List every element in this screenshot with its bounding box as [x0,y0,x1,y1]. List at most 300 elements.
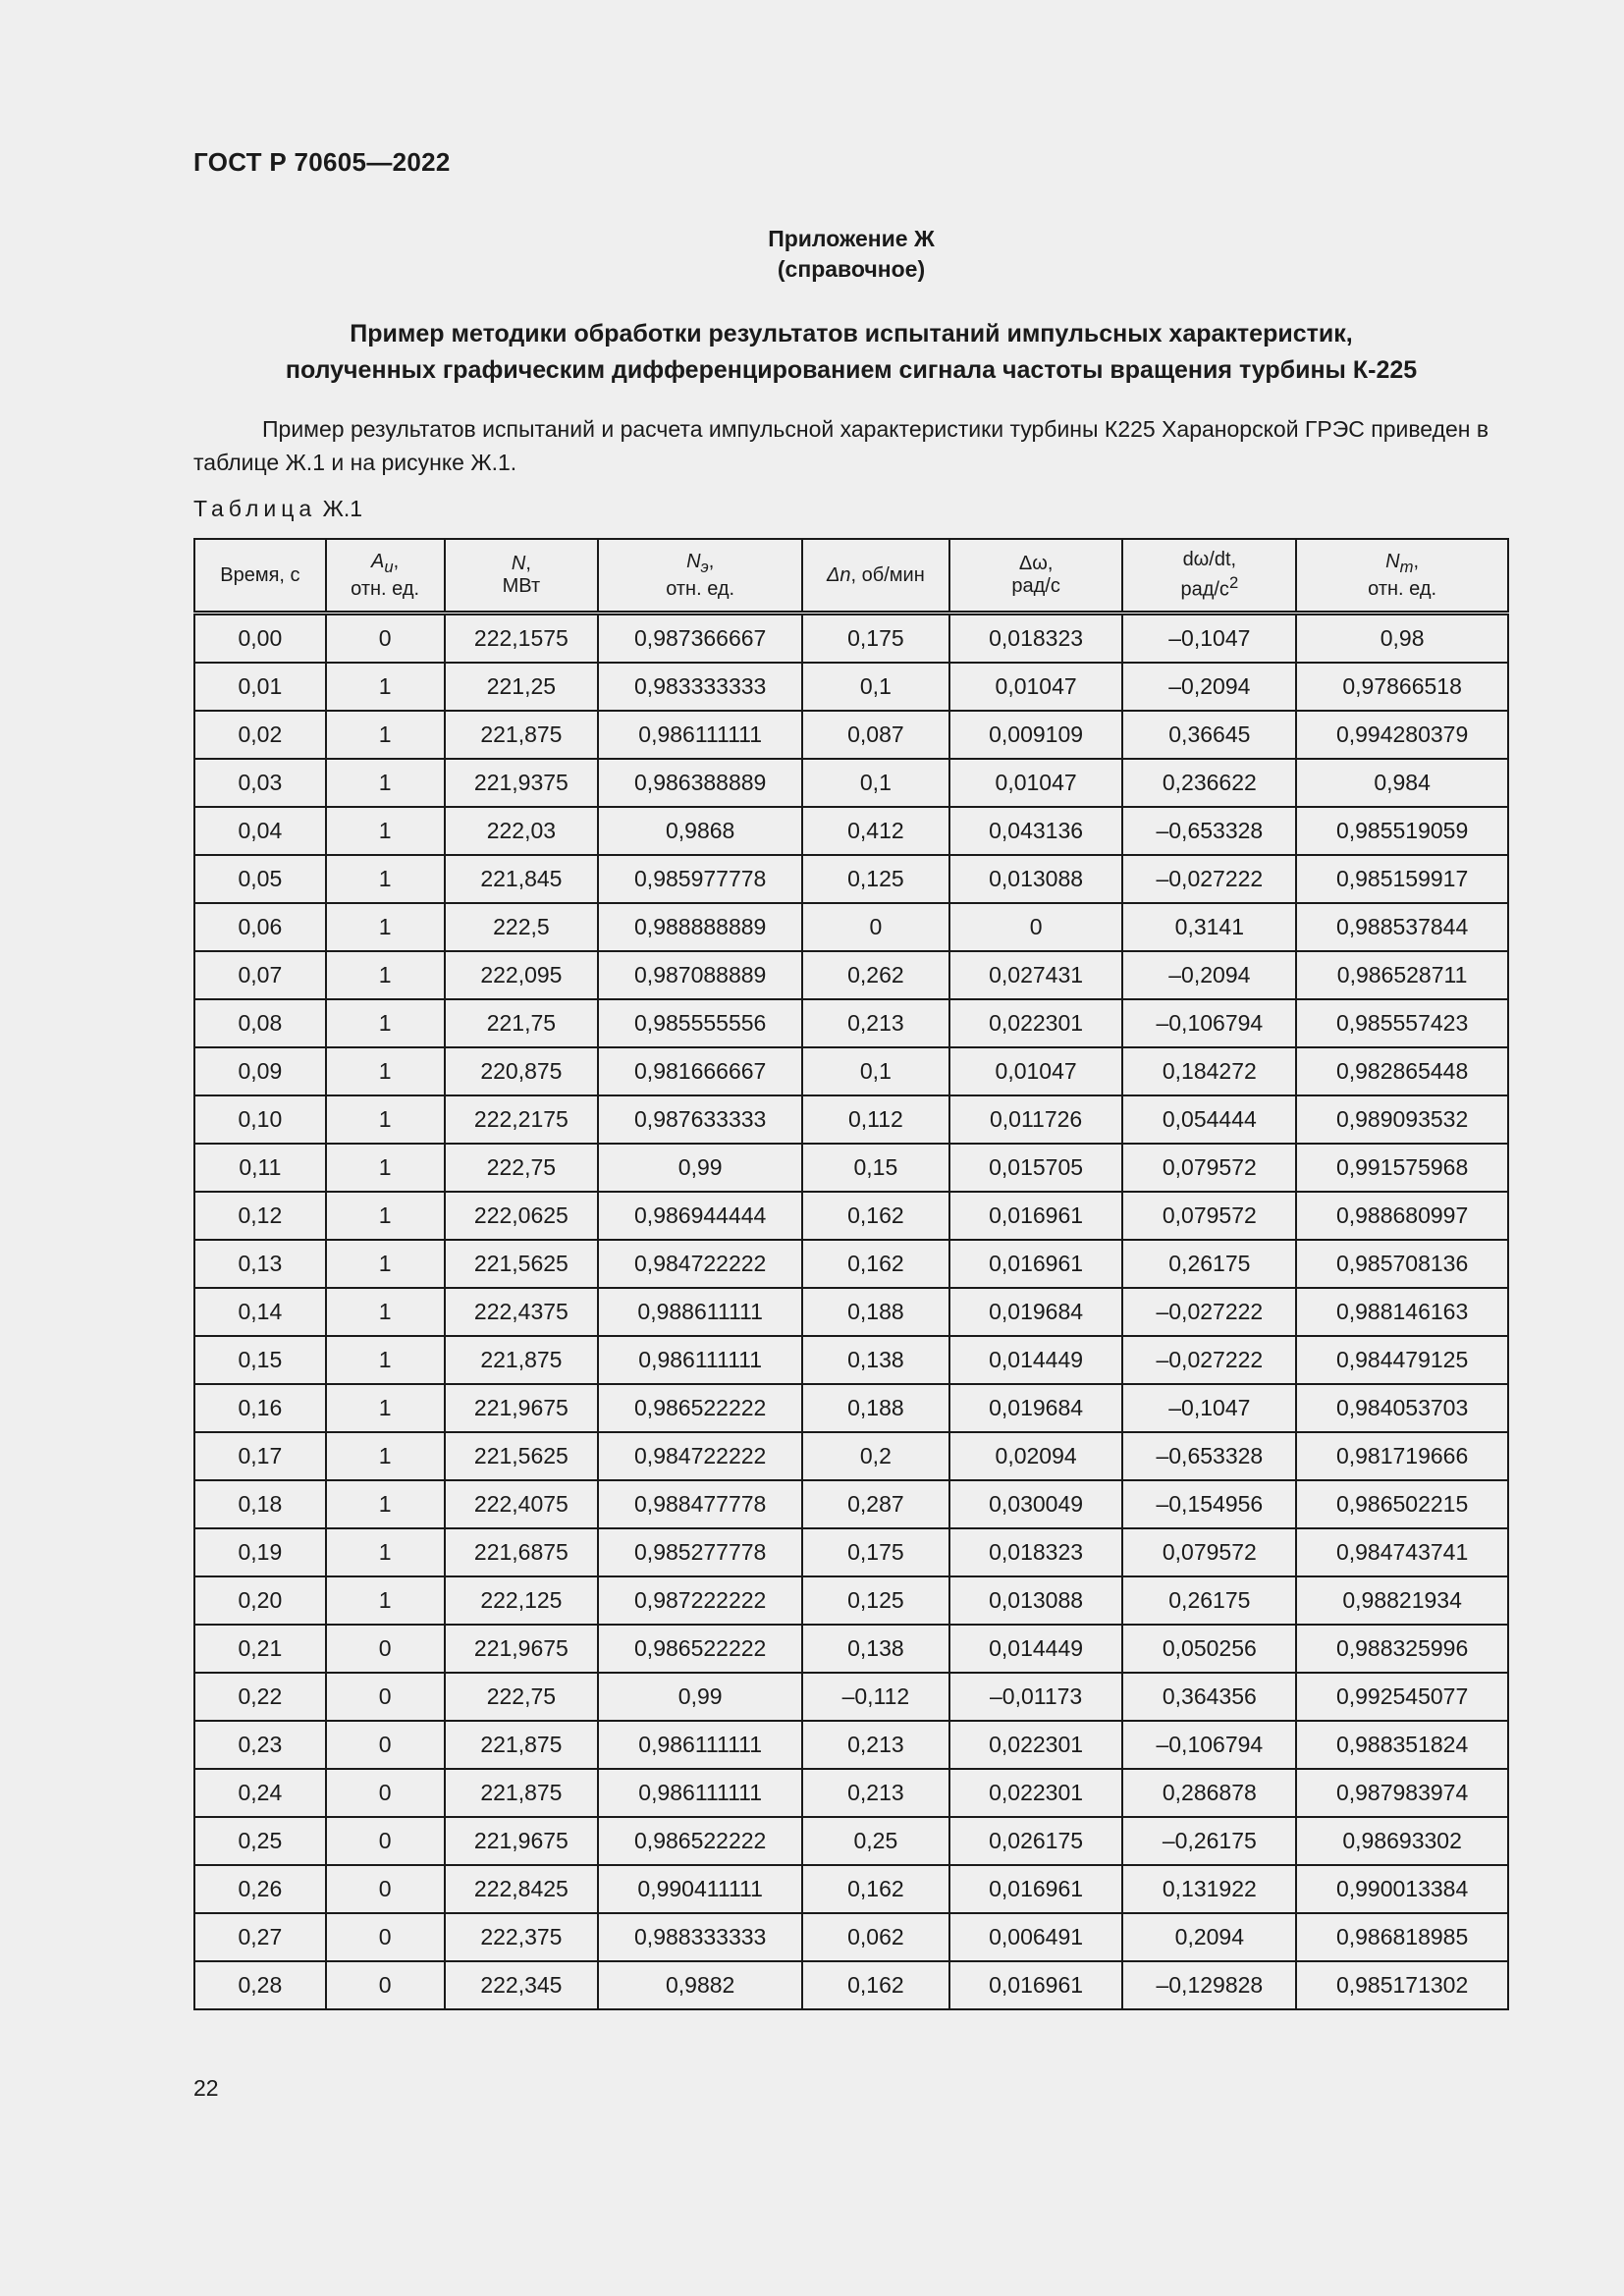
cell-dw: 0,027431 [949,951,1123,999]
cell-n: 220,875 [445,1047,599,1095]
table-row [194,1817,1508,1865]
cell-dw: 0,014449 [949,1625,1123,1673]
cell-dw: 0,018323 [949,614,1123,664]
cell-n: 221,75 [445,999,599,1047]
cell-ne: 0,986522222 [598,1384,802,1432]
cell-n: 221,875 [445,1769,599,1817]
cell-dw: 0,02094 [949,1432,1123,1480]
cell-dn: 0,2 [802,1432,949,1480]
cell-dwdt: –0,106794 [1122,1721,1296,1769]
cell-nt: 0,988680997 [1296,1192,1508,1240]
cell-ne: 0,986111111 [598,1336,802,1384]
cell-dwdt: –0,027222 [1122,1288,1296,1336]
cell-dn: 0,162 [802,1192,949,1240]
cell-nt: 0,984479125 [1296,1336,1508,1384]
cell-time: 0,15 [194,1336,326,1384]
intro-paragraph [193,412,1509,479]
cell-nt: 0,985557423 [1296,999,1508,1047]
cell-time: 0,05 [194,855,326,903]
cell-dwdt: 0,131922 [1122,1865,1296,1913]
cell-dwdt: 0,286878 [1122,1769,1296,1817]
cell-a: 0 [326,614,445,664]
cell-a: 1 [326,807,445,855]
cell-dn: 0,188 [802,1384,949,1432]
cell-time: 0,14 [194,1288,326,1336]
cell-dn: 0,162 [802,1961,949,2009]
table-caption [193,496,362,522]
cell-dwdt: 0,184272 [1122,1047,1296,1095]
cell-a: 0 [326,1817,445,1865]
header-a: $A_и$, отн. ед. [326,539,445,614]
cell-dn: 0,1 [802,663,949,711]
cell-dwdt: 0,236622 [1122,759,1296,807]
cell-n: 222,125 [445,1576,599,1625]
header-dwdt-power: 2 [1228,573,1239,593]
cell-ne: 0,985555556 [598,999,802,1047]
cell-time: 0,26 [194,1865,326,1913]
cell-time: 0,16 [194,1384,326,1432]
cell-dwdt: 0,2094 [1122,1913,1296,1961]
cell-a: 1 [326,1288,445,1336]
table-header-row [194,539,1508,614]
cell-a: 0 [326,1625,445,1673]
cell-n: 222,03 [445,807,599,855]
cell-nt: 0,988351824 [1296,1721,1508,1769]
cell-a: 1 [326,1576,445,1625]
cell-n: 221,5625 [445,1432,599,1480]
header-nt-symbol: N [1385,550,1400,572]
cell-ne: 0,986944444 [598,1192,802,1240]
cell-dw: 0,011726 [949,1095,1123,1144]
table-row [194,807,1508,855]
cell-ne: 0,986111111 [598,1721,802,1769]
cell-dw: 0,018323 [949,1528,1123,1576]
cell-a: 1 [326,903,445,951]
cell-nt: 0,988146163 [1296,1288,1508,1336]
cell-n: 221,875 [445,1336,599,1384]
cell-a: 0 [326,1721,445,1769]
cell-time: 0,25 [194,1817,326,1865]
table-row [194,951,1508,999]
table-body [194,614,1508,2010]
cell-dwdt: –0,129828 [1122,1961,1296,2009]
cell-dn: 0,087 [802,711,949,759]
cell-nt: 0,994280379 [1296,711,1508,759]
table-row [194,711,1508,759]
cell-time: 0,02 [194,711,326,759]
table-row [194,1480,1508,1528]
cell-ne: 0,988888889 [598,903,802,951]
cell-dwdt: –0,26175 [1122,1817,1296,1865]
cell-dw: 0,022301 [949,999,1123,1047]
cell-nt: 0,986502215 [1296,1480,1508,1528]
cell-dn: 0,1 [802,1047,949,1095]
table-row [194,1095,1508,1144]
cell-time: 0,27 [194,1913,326,1961]
cell-time: 0,03 [194,759,326,807]
cell-dn: 0,1 [802,759,949,807]
cell-dn: 0,262 [802,951,949,999]
cell-n: 221,875 [445,711,599,759]
cell-nt: 0,97866518 [1296,663,1508,711]
table-row [194,1673,1508,1721]
table-row [194,999,1508,1047]
cell-n: 222,375 [445,1913,599,1961]
cell-n: 222,345 [445,1961,599,2009]
cell-a: 1 [326,1384,445,1432]
cell-a: 1 [326,1240,445,1288]
table-row [194,903,1508,951]
table-caption-word: Таблица [193,496,317,521]
table-row [194,1192,1508,1240]
header-dn-symbol: Δn [827,563,851,586]
cell-ne: 0,987222222 [598,1576,802,1625]
cell-dwdt: 0,054444 [1122,1095,1296,1144]
cell-dwdt: 0,26175 [1122,1576,1296,1625]
cell-dwdt: –0,1047 [1122,614,1296,664]
cell-dn: 0,213 [802,1721,949,1769]
cell-dwdt: –0,2094 [1122,663,1296,711]
cell-nt: 0,991575968 [1296,1144,1508,1192]
cell-a: 0 [326,1769,445,1817]
cell-dw: 0,022301 [949,1769,1123,1817]
cell-dwdt: –0,027222 [1122,855,1296,903]
cell-ne: 0,986522222 [598,1625,802,1673]
cell-nt: 0,984 [1296,759,1508,807]
cell-dn: 0,125 [802,855,949,903]
cell-a: 0 [326,1673,445,1721]
header-n-symbol: N [511,553,526,574]
cell-a: 1 [326,1480,445,1528]
cell-dw: 0,016961 [949,1865,1123,1913]
cell-n: 222,0625 [445,1192,599,1240]
header-dwdt-unit: рад/с [1180,578,1229,601]
cell-ne: 0,987088889 [598,951,802,999]
cell-a: 0 [326,1865,445,1913]
header-nt-unit: отн. ед. [1368,577,1437,600]
cell-a: 1 [326,1144,445,1192]
cell-nt: 0,982865448 [1296,1047,1508,1095]
cell-nt: 0,984053703 [1296,1384,1508,1432]
table-row [194,1384,1508,1432]
header-ne: $N_э$, отн. ед. [598,539,802,614]
cell-dwdt: –0,1047 [1122,1384,1296,1432]
header-nt-subscript: т [1399,557,1414,576]
cell-ne: 0,986111111 [598,1769,802,1817]
cell-dw: 0,01047 [949,663,1123,711]
cell-n: 221,25 [445,663,599,711]
cell-n: 221,9675 [445,1817,599,1865]
intro-text: Пример результатов испытаний и расчета импульсной характеристики турбины К225 Харанорской ГРЭС приведен в таблице Ж.1 и на рисунке Ж.1. [193,416,1489,475]
cell-n: 221,9675 [445,1384,599,1432]
header-a-subscript: и [384,557,394,576]
cell-dwdt: 0,050256 [1122,1625,1296,1673]
table-row [194,1721,1508,1769]
cell-dn: 0,125 [802,1576,949,1625]
cell-dn: 0,112 [802,1095,949,1144]
cell-a: 1 [326,1047,445,1095]
cell-a: 1 [326,951,445,999]
header-n: N, МВт [445,539,599,614]
header-a-symbol: A [371,550,385,572]
cell-ne: 0,986111111 [598,711,802,759]
cell-dn: 0,25 [802,1817,949,1865]
cell-dw: 0,01047 [949,1047,1123,1095]
cell-dwdt: 0,26175 [1122,1240,1296,1288]
table-row [194,1769,1508,1817]
cell-dwdt: –0,653328 [1122,807,1296,855]
header-dw-symbol: Δω [1018,553,1048,574]
cell-ne: 0,985977778 [598,855,802,903]
cell-n: 221,5625 [445,1240,599,1288]
table-row [194,1576,1508,1625]
cell-ne: 0,987366667 [598,614,802,664]
cell-time: 0,18 [194,1480,326,1528]
cell-n: 222,2175 [445,1095,599,1144]
cell-dn: 0,175 [802,1528,949,1576]
cell-dn: 0,138 [802,1336,949,1384]
cell-dn: 0,213 [802,1769,949,1817]
cell-nt: 0,981719666 [1296,1432,1508,1480]
cell-ne: 0,988333333 [598,1913,802,1961]
cell-ne: 0,985277778 [598,1528,802,1576]
cell-time: 0,28 [194,1961,326,2009]
cell-dwdt: –0,106794 [1122,999,1296,1047]
cell-dw: 0,006491 [949,1913,1123,1961]
cell-dwdt: 0,3141 [1122,903,1296,951]
data-table [193,538,1509,2010]
cell-nt: 0,988325996 [1296,1625,1508,1673]
table-row [194,1961,1508,2009]
cell-dw: 0,013088 [949,855,1123,903]
cell-n: 222,75 [445,1144,599,1192]
cell-dw: 0,016961 [949,1192,1123,1240]
table-row [194,1432,1508,1480]
cell-dn: 0,162 [802,1240,949,1288]
cell-nt: 0,988537844 [1296,903,1508,951]
cell-ne: 0,988477778 [598,1480,802,1528]
cell-nt: 0,986528711 [1296,951,1508,999]
section-title [193,316,1509,389]
cell-a: 0 [326,1961,445,2009]
table-row [194,1913,1508,1961]
cell-time: 0,23 [194,1721,326,1769]
cell-n: 222,4375 [445,1288,599,1336]
cell-ne: 0,981666667 [598,1047,802,1095]
cell-ne: 0,99 [598,1673,802,1721]
header-dw: Δω, рад/с [949,539,1123,614]
table-row [194,1240,1508,1288]
header-ne-symbol: N [686,550,701,572]
cell-a: 1 [326,1336,445,1384]
cell-a: 1 [326,711,445,759]
table-row [194,759,1508,807]
cell-dn: 0,162 [802,1865,949,1913]
cell-ne: 0,983333333 [598,663,802,711]
cell-dn: –0,112 [802,1673,949,1721]
cell-n: 222,095 [445,951,599,999]
table-row [194,1047,1508,1095]
cell-dn: 0,15 [802,1144,949,1192]
header-ne-subscript: э [700,557,709,576]
cell-time: 0,19 [194,1528,326,1576]
cell-dn: 0,175 [802,614,949,664]
cell-time: 0,07 [194,951,326,999]
cell-nt: 0,98693302 [1296,1817,1508,1865]
page-number: 22 [193,2075,219,2101]
cell-dn: 0,062 [802,1913,949,1961]
cell-dn: 0,138 [802,1625,949,1673]
cell-n: 221,875 [445,1721,599,1769]
cell-dw: 0,022301 [949,1721,1123,1769]
title-line-2: полученных графическим дифференцированием сигнала частоты вращения турбины К-225 [285,356,1418,384]
cell-n: 222,5 [445,903,599,951]
table-row [194,1625,1508,1673]
cell-dwdt: 0,079572 [1122,1192,1296,1240]
cell-nt: 0,985708136 [1296,1240,1508,1288]
cell-dn: 0,213 [802,999,949,1047]
cell-time: 0,17 [194,1432,326,1480]
header-dwdt: dω/dt, рад/$с^2$ [1122,539,1296,614]
cell-dwdt: –0,027222 [1122,1336,1296,1384]
cell-a: 1 [326,1432,445,1480]
cell-n: 221,9375 [445,759,599,807]
cell-time: 0,21 [194,1625,326,1673]
cell-a: 0 [326,1913,445,1961]
table-row [194,1528,1508,1576]
cell-ne: 0,987633333 [598,1095,802,1144]
cell-time: 0,10 [194,1095,326,1144]
cell-dw: 0,009109 [949,711,1123,759]
cell-a: 1 [326,759,445,807]
table-row [194,1336,1508,1384]
table-row [194,1865,1508,1913]
cell-nt: 0,990013384 [1296,1865,1508,1913]
cell-dw: 0,016961 [949,1961,1123,2009]
cell-dw: 0,01047 [949,759,1123,807]
cell-time: 0,20 [194,1576,326,1625]
cell-dwdt: 0,364356 [1122,1673,1296,1721]
title-line-1: Пример методики обработки результатов испытаний импульсных характеристик, [350,320,1353,347]
header-dwdt-symbol: dω/dt [1182,549,1231,571]
cell-n: 222,75 [445,1673,599,1721]
cell-dw: 0,019684 [949,1384,1123,1432]
cell-dwdt: –0,154956 [1122,1480,1296,1528]
cell-nt: 0,992545077 [1296,1673,1508,1721]
cell-dw: 0,030049 [949,1480,1123,1528]
cell-dw: 0 [949,903,1123,951]
cell-nt: 0,985519059 [1296,807,1508,855]
cell-n: 222,1575 [445,614,599,664]
appendix-label: Приложение Ж [768,226,935,251]
cell-ne: 0,9882 [598,1961,802,2009]
cell-n: 221,9675 [445,1625,599,1673]
header-n-unit: МВт [502,575,541,597]
cell-ne: 0,984722222 [598,1240,802,1288]
cell-dn: 0,188 [802,1288,949,1336]
cell-ne: 0,986388889 [598,759,802,807]
cell-nt: 0,989093532 [1296,1095,1508,1144]
cell-a: 1 [326,855,445,903]
cell-dw: 0,043136 [949,807,1123,855]
header-time-label: Время, с [220,563,300,586]
cell-nt: 0,986818985 [1296,1913,1508,1961]
cell-nt: 0,98 [1296,614,1508,664]
appendix-heading [193,224,1509,285]
cell-dw: 0,016961 [949,1240,1123,1288]
cell-dn: 0,412 [802,807,949,855]
table-row [194,614,1508,664]
cell-nt: 0,987983974 [1296,1769,1508,1817]
cell-a: 1 [326,999,445,1047]
cell-nt: 0,98821934 [1296,1576,1508,1625]
cell-dw: –0,01173 [949,1673,1123,1721]
cell-ne: 0,988611111 [598,1288,802,1336]
cell-dwdt: 0,079572 [1122,1528,1296,1576]
cell-dwdt: –0,2094 [1122,951,1296,999]
cell-dw: 0,015705 [949,1144,1123,1192]
cell-dw: 0,019684 [949,1288,1123,1336]
table-row [194,855,1508,903]
cell-nt: 0,985159917 [1296,855,1508,903]
cell-ne: 0,986522222 [598,1817,802,1865]
table-caption-id: Ж.1 [322,496,362,521]
header-a-unit: отн. ед. [351,577,420,600]
header-ne-unit: отн. ед. [666,577,735,600]
cell-n: 221,6875 [445,1528,599,1576]
cell-time: 0,13 [194,1240,326,1288]
table-row [194,1288,1508,1336]
cell-time: 0,12 [194,1192,326,1240]
header-dn-unit: об/мин [861,563,925,586]
header-dw-unit: рад/с [1011,575,1060,597]
table-row [194,663,1508,711]
cell-time: 0,04 [194,807,326,855]
standard-id: ГОСТ Р 70605—2022 [193,147,451,177]
cell-n: 222,8425 [445,1865,599,1913]
cell-time: 0,00 [194,614,326,664]
header-nt: $N_т$, отн. ед. [1296,539,1508,614]
cell-ne: 0,984722222 [598,1432,802,1480]
cell-dwdt: –0,653328 [1122,1432,1296,1480]
cell-time: 0,09 [194,1047,326,1095]
cell-a: 1 [326,1192,445,1240]
cell-a: 1 [326,1528,445,1576]
cell-time: 0,24 [194,1769,326,1817]
cell-nt: 0,985171302 [1296,1961,1508,2009]
cell-n: 222,4075 [445,1480,599,1528]
cell-time: 0,01 [194,663,326,711]
cell-ne: 0,990411111 [598,1865,802,1913]
cell-time: 0,06 [194,903,326,951]
cell-dn: 0,287 [802,1480,949,1528]
cell-n: 221,845 [445,855,599,903]
cell-time: 0,08 [194,999,326,1047]
cell-ne: 0,9868 [598,807,802,855]
appendix-type: (справочное) [777,256,926,282]
cell-time: 0,11 [194,1144,326,1192]
cell-nt: 0,984743741 [1296,1528,1508,1576]
cell-dwdt: 0,079572 [1122,1144,1296,1192]
cell-dn: 0 [802,903,949,951]
header-dn: Δn, об/мин [802,539,949,614]
cell-a: 1 [326,1095,445,1144]
table-row [194,1144,1508,1192]
cell-dw: 0,026175 [949,1817,1123,1865]
cell-ne: 0,99 [598,1144,802,1192]
cell-dw: 0,014449 [949,1336,1123,1384]
header-time [194,539,326,614]
